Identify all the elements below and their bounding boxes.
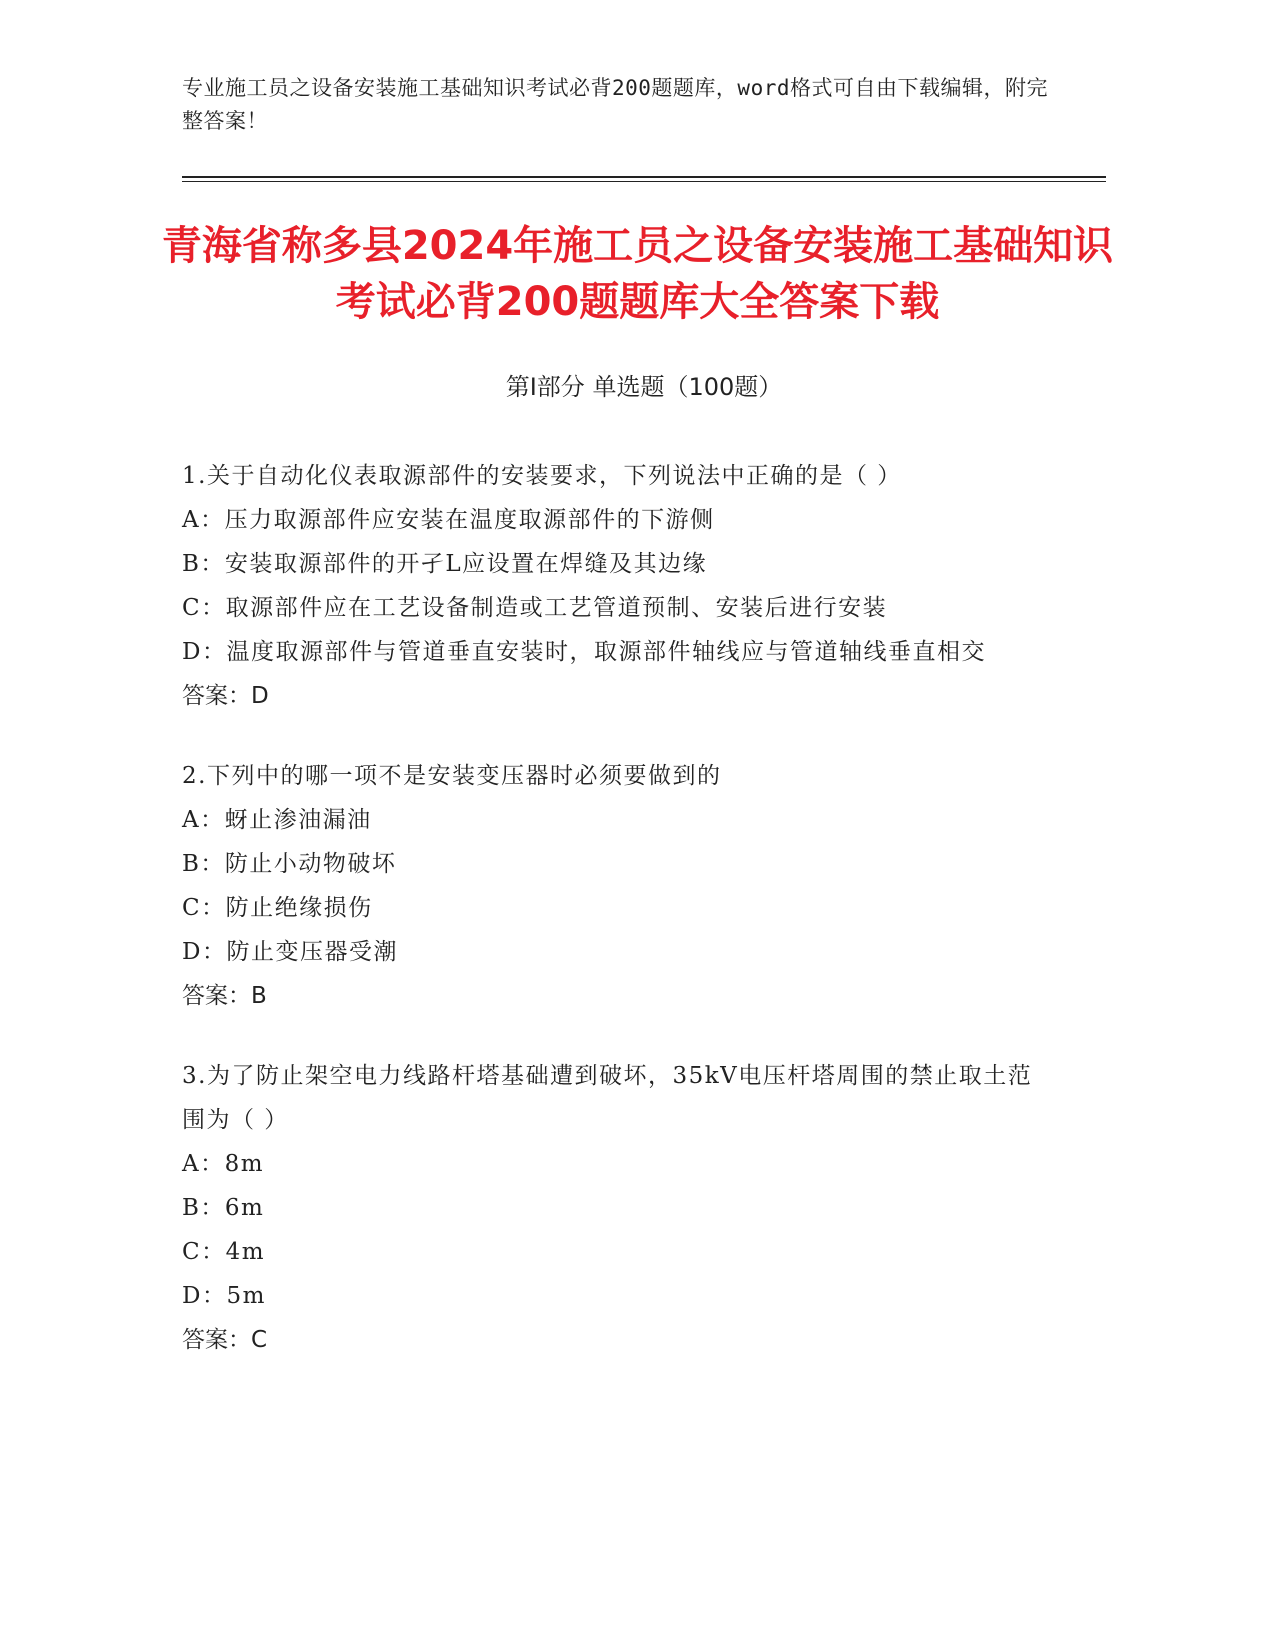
- option-d: D：防止变压器受潮: [182, 939, 398, 965]
- section-title: 第Ⅰ部分 单选题（100题）: [505, 373, 783, 401]
- answer: 答案：B: [182, 983, 267, 1009]
- question-2: [182, 754, 1042, 1018]
- document-title: 青海省称多县2024年施工员之设备安装施工基础知识考试必背200题题库大全答案下载: [161, 223, 1114, 325]
- option-c: C：防止绝缘损伤: [182, 895, 373, 921]
- question-stem: 1.关于自动化仪表取源部件的安装要求，下列说法中正确的是（ ）: [182, 463, 902, 489]
- question-stem: 2.下列中的哪一项不是安装变压器时必须要做到的: [182, 763, 722, 789]
- option-a: A：压力取源部件应安装在温度取源部件的下游侧: [182, 507, 715, 533]
- option-d: D：温度取源部件与管道垂直安装时，取源部件轴线应与管道轴线垂直相交: [182, 639, 986, 665]
- option-b: B：防止小动物破坏: [182, 851, 397, 877]
- answer: 答案：D: [182, 683, 269, 709]
- option-d: D：5m: [182, 1283, 266, 1309]
- option-c: C：取源部件应在工艺设备制造或工艺管道预制、安装后进行安装: [182, 595, 888, 621]
- header-divider-thick: [182, 176, 1106, 178]
- option-b: B：安装取源部件的开孑L应设置在焊缝及其边缘: [182, 551, 708, 577]
- question-list: [182, 454, 1042, 1398]
- option-a: A：8m: [182, 1151, 265, 1177]
- header-divider-thin: [182, 181, 1106, 182]
- question-3: [182, 1054, 1042, 1362]
- question-stem: 3.为了防止架空电力线路杆塔基础遭到破坏，35kV电压杆塔周围的禁止取土范围为（ ）: [182, 1063, 1033, 1133]
- answer: 答案：C: [182, 1327, 268, 1353]
- option-c: C：4m: [182, 1239, 266, 1265]
- header-note: 专业施工员之设备安装施工基础知识考试必背200题题库，word格式可自由下载编辑，附完整答案！: [182, 76, 1048, 133]
- option-b: B：6m: [182, 1195, 265, 1221]
- option-a: A：蚜止渗油漏油: [182, 807, 372, 833]
- question-1: [182, 454, 1042, 718]
